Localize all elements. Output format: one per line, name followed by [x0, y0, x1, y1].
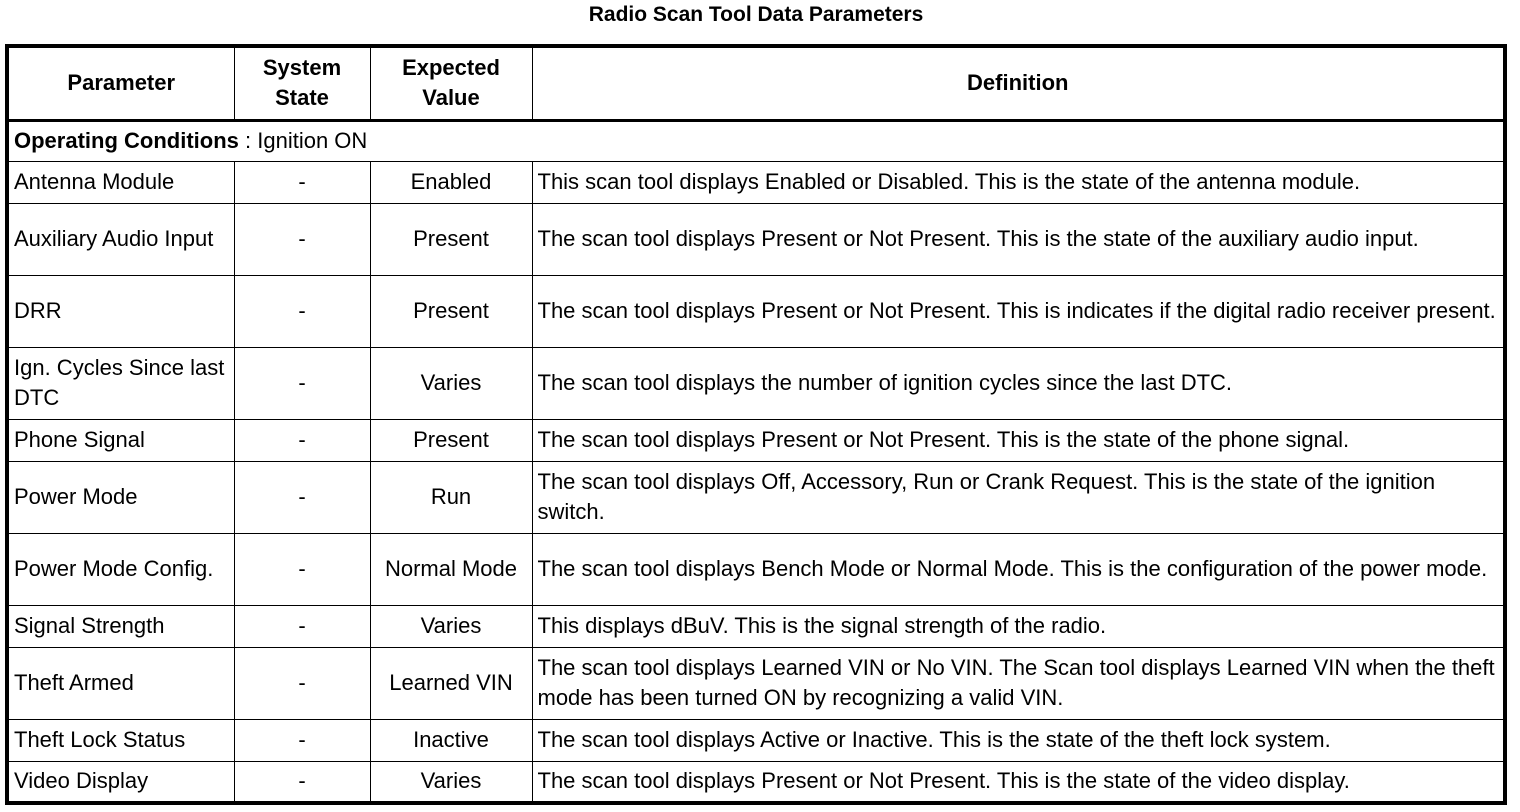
expected-value-cell: Run [370, 461, 532, 533]
definition-cell: The scan tool displays the number of ignition cycles since the last DTC. [532, 347, 1505, 419]
expected-value-cell: Present [370, 419, 532, 461]
operating-conditions [7, 120, 1505, 161]
table-row [7, 203, 1505, 275]
parameter-cell: Auxiliary Audio Input [7, 203, 234, 275]
expected-value-cell: Varies [370, 761, 532, 803]
table-row [7, 419, 1505, 461]
operating-conditions-value: Ignition ON [257, 128, 368, 153]
table-row [7, 461, 1505, 533]
definition-cell: The scan tool displays Present or Not Present. This is the state of the phone signal. [532, 419, 1505, 461]
parameter-cell: Phone Signal [7, 419, 234, 461]
header-parameter: Parameter [7, 46, 234, 120]
system-state-cell: - [234, 275, 370, 347]
system-state-cell: - [234, 761, 370, 803]
system-state-cell: - [234, 419, 370, 461]
system-state-cell: - [234, 461, 370, 533]
parameter-cell: Antenna Module [7, 161, 234, 203]
expected-value-cell: Varies [370, 347, 532, 419]
table-row [7, 647, 1505, 719]
expected-value-cell: Enabled [370, 161, 532, 203]
operating-conditions-separator: : [238, 128, 258, 153]
parameter-cell: DRR [7, 275, 234, 347]
definition-cell: The scan tool displays Off, Accessory, Run or Crank Request. This is the state of the ignition switch. [532, 461, 1505, 533]
table-row [7, 347, 1505, 419]
definition-cell: The scan tool displays Present or Not Present. This is the state of the video display. [532, 761, 1505, 803]
definition-cell: The scan tool displays Bench Mode or Normal Mode. This is the configuration of the power mode. [532, 533, 1505, 605]
expected-value-cell: Varies [370, 605, 532, 647]
definition-cell: The scan tool displays Present or Not Present. This is indicates if the digital radio receiver present. [532, 275, 1505, 347]
system-state-cell: - [234, 605, 370, 647]
parameters-table [5, 44, 1507, 805]
table-row [7, 533, 1505, 605]
system-state-cell: - [234, 647, 370, 719]
parameter-cell: Ign. Cycles Since last DTC [7, 347, 234, 419]
expected-value-cell: Inactive [370, 719, 532, 761]
system-state-cell: - [234, 161, 370, 203]
parameter-cell: Power Mode [7, 461, 234, 533]
expected-value-cell: Present [370, 203, 532, 275]
header-system-state: System State [234, 46, 370, 120]
definition-cell: This displays dBuV. This is the signal strength of the radio. [532, 605, 1505, 647]
system-state-cell: - [234, 719, 370, 761]
definition-cell: The scan tool displays Learned VIN or No VIN. The Scan tool displays Learned VIN when the theft mode has been turned ON by recognizing a valid VIN. [532, 647, 1505, 719]
definition-cell: The scan tool displays Present or Not Present. This is the state of the auxiliary audio input. [532, 203, 1505, 275]
definition-cell: This scan tool displays Enabled or Disabled. This is the state of the antenna module. [532, 161, 1505, 203]
expected-value-cell: Normal Mode [370, 533, 532, 605]
parameter-cell: Theft Armed [7, 647, 234, 719]
parameter-cell: Theft Lock Status [7, 719, 234, 761]
table-row [7, 761, 1505, 803]
expected-value-cell: Present [370, 275, 532, 347]
expected-value-cell: Learned VIN [370, 647, 532, 719]
system-state-cell: - [234, 533, 370, 605]
table-row [7, 719, 1505, 761]
table-row [7, 161, 1505, 203]
page-title: Radio Scan Tool Data Parameters [588, 3, 924, 26]
header-expected-value: Expected Value [370, 46, 532, 120]
parameter-cell: Video Display [7, 761, 234, 803]
table-row [7, 605, 1505, 647]
section-row [7, 120, 1505, 161]
parameter-cell: Power Mode Config. [7, 533, 234, 605]
header-definition: Definition [532, 46, 1505, 120]
table-row [7, 275, 1505, 347]
definition-cell: The scan tool displays Active or Inactive. This is the state of the theft lock system. [532, 719, 1505, 761]
parameter-cell: Signal Strength [7, 605, 234, 647]
system-state-cell: - [234, 203, 370, 275]
system-state-cell: - [234, 347, 370, 419]
operating-conditions-label: Operating Conditions [14, 128, 239, 153]
header-row [7, 46, 1505, 120]
